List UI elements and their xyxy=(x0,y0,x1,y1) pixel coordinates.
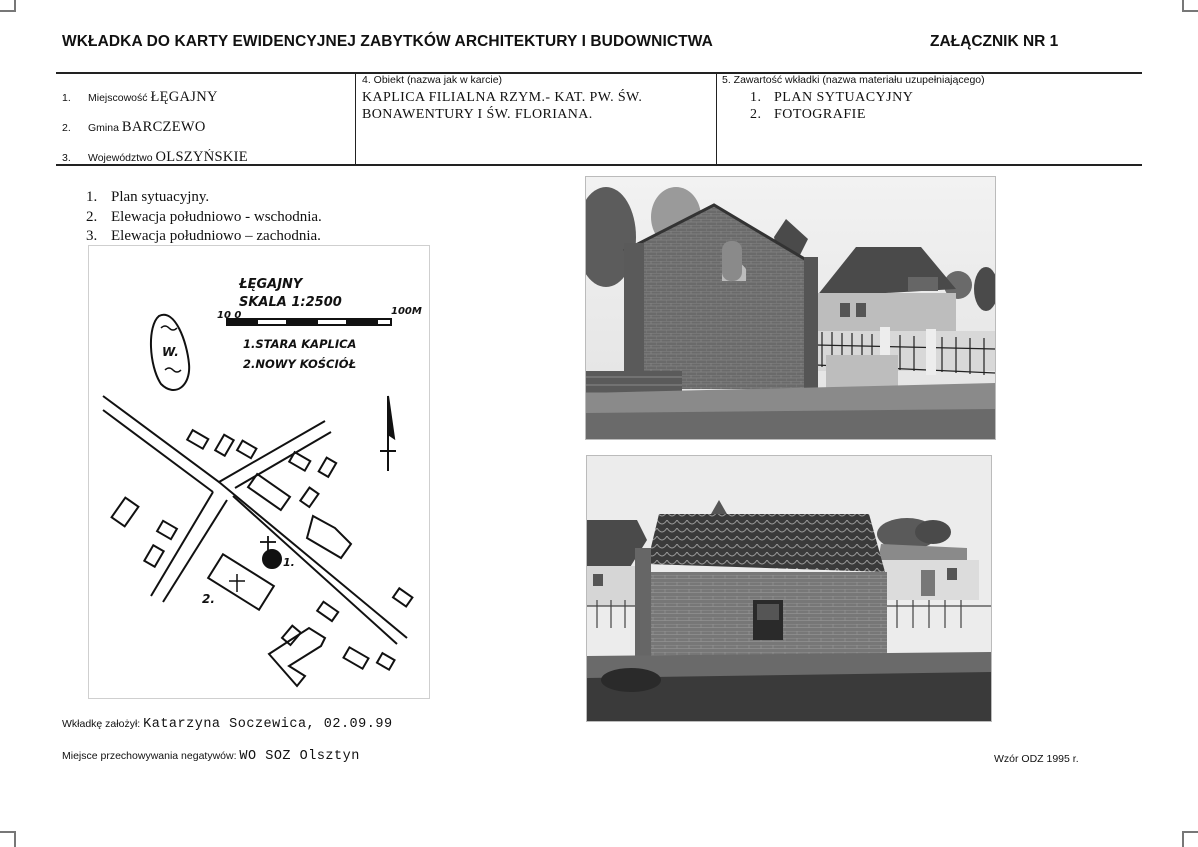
building xyxy=(237,441,256,459)
object-name: KAPLICA FILIALNA RZYM.- KAT. PW. ŚW. BONAWENTURY I ŚW. FLORIANA. xyxy=(362,90,643,122)
corner-mark xyxy=(1182,831,1198,847)
map-place-name: ŁĘGAJNY xyxy=(239,277,303,292)
attachment-item: 1. Plan sytuacyjny. xyxy=(86,189,210,205)
legend-old-chapel: 1.STARA KAPLICA xyxy=(243,337,357,351)
attachment-item: 2. Elewacja południowo - wschodnia. xyxy=(86,208,322,225)
building xyxy=(215,435,234,456)
chapel-marker xyxy=(263,550,281,568)
negatives-storage-line xyxy=(62,749,360,764)
contents-list xyxy=(750,89,913,123)
legend-new-church: 2.NOWY KOŚCIÓŁ xyxy=(243,357,357,371)
building xyxy=(317,602,338,621)
site-plan-map xyxy=(88,245,430,699)
building xyxy=(187,430,208,449)
header-divider-1 xyxy=(355,73,356,165)
header-divider-2 xyxy=(716,73,717,165)
pond-label: W. xyxy=(162,345,179,359)
storage-label: Miejsce przechowywania negatywów: xyxy=(62,750,237,762)
road-edge xyxy=(163,500,227,602)
object-label: 4. Obiekt (nazwa jak w karcie) xyxy=(362,74,503,86)
scale-start-label: 10 0 xyxy=(217,310,242,321)
photo-southwest-elevation xyxy=(586,455,992,722)
water-wave xyxy=(165,368,181,372)
road-edge xyxy=(103,410,213,492)
scale-segment xyxy=(347,319,377,325)
attachment-item: 3. Elewacja południowo – zachodnia. xyxy=(86,228,321,244)
road-edge xyxy=(151,492,213,596)
commune-value: BARCZEWO xyxy=(121,119,206,135)
building xyxy=(343,647,368,668)
scale-end-label: 100M xyxy=(391,306,422,317)
location-item: 1. Miejscowość ŁĘGAJNY xyxy=(62,89,218,105)
building xyxy=(269,628,325,686)
header-bottom-rule xyxy=(56,164,1142,166)
building xyxy=(307,516,351,558)
author-value: Katarzyna Soczewica, 02.09.99 xyxy=(143,717,393,732)
north-arrow-head xyxy=(388,396,394,438)
building xyxy=(319,458,337,477)
form-version: Wzór ODZ 1995 r. xyxy=(994,753,1079,765)
author-label: Wkładkę założył: xyxy=(62,718,141,730)
building xyxy=(377,653,395,670)
storage-value: WO SOZ Olsztyn xyxy=(239,749,360,764)
document-title: WKŁADKA DO KARTY EWIDENCYJNEJ ZABYTKÓW ARCHITEKTURY I BUDOWNICTWA xyxy=(62,33,713,50)
attachment-list xyxy=(86,188,322,247)
road-edge xyxy=(235,432,331,488)
road-edge xyxy=(219,482,407,638)
building xyxy=(248,474,290,510)
voivodeship-value: OLSZYŃSKIE xyxy=(155,149,248,164)
voivodeship-item: 3. Województwo OLSZYŃSKIE xyxy=(62,149,248,164)
location-value: ŁĘGAJNY xyxy=(150,89,218,105)
church-number: 2. xyxy=(202,592,215,606)
building xyxy=(112,498,139,527)
chapel-number: 1. xyxy=(283,556,295,569)
building xyxy=(144,545,163,567)
scale-segment xyxy=(287,319,317,325)
building xyxy=(157,521,177,539)
commune-item: 2. Gmina BARCZEWO xyxy=(62,119,206,135)
building xyxy=(289,452,310,471)
site-plan-drawing xyxy=(89,246,429,698)
author-line xyxy=(62,717,393,732)
map-scale-label: SKALA 1:2500 xyxy=(239,295,342,310)
corner-mark xyxy=(0,831,16,847)
corner-mark xyxy=(1182,0,1198,12)
water-wave xyxy=(161,326,177,330)
contents-label: 5. Zawartość wkładki (nazwa materiału uzupełniającego) xyxy=(722,74,985,86)
photo-southeast-elevation xyxy=(585,176,996,440)
annex-label: ZAŁĄCZNIK NR 1 xyxy=(930,33,1059,50)
building xyxy=(300,488,318,507)
corner-mark xyxy=(0,0,16,12)
contents-item: 2. FOTOGRAFIE xyxy=(750,107,866,122)
building xyxy=(393,588,412,606)
contents-item: 1. PLAN SYTUACYJNY xyxy=(750,90,914,105)
road-edge xyxy=(103,396,325,482)
